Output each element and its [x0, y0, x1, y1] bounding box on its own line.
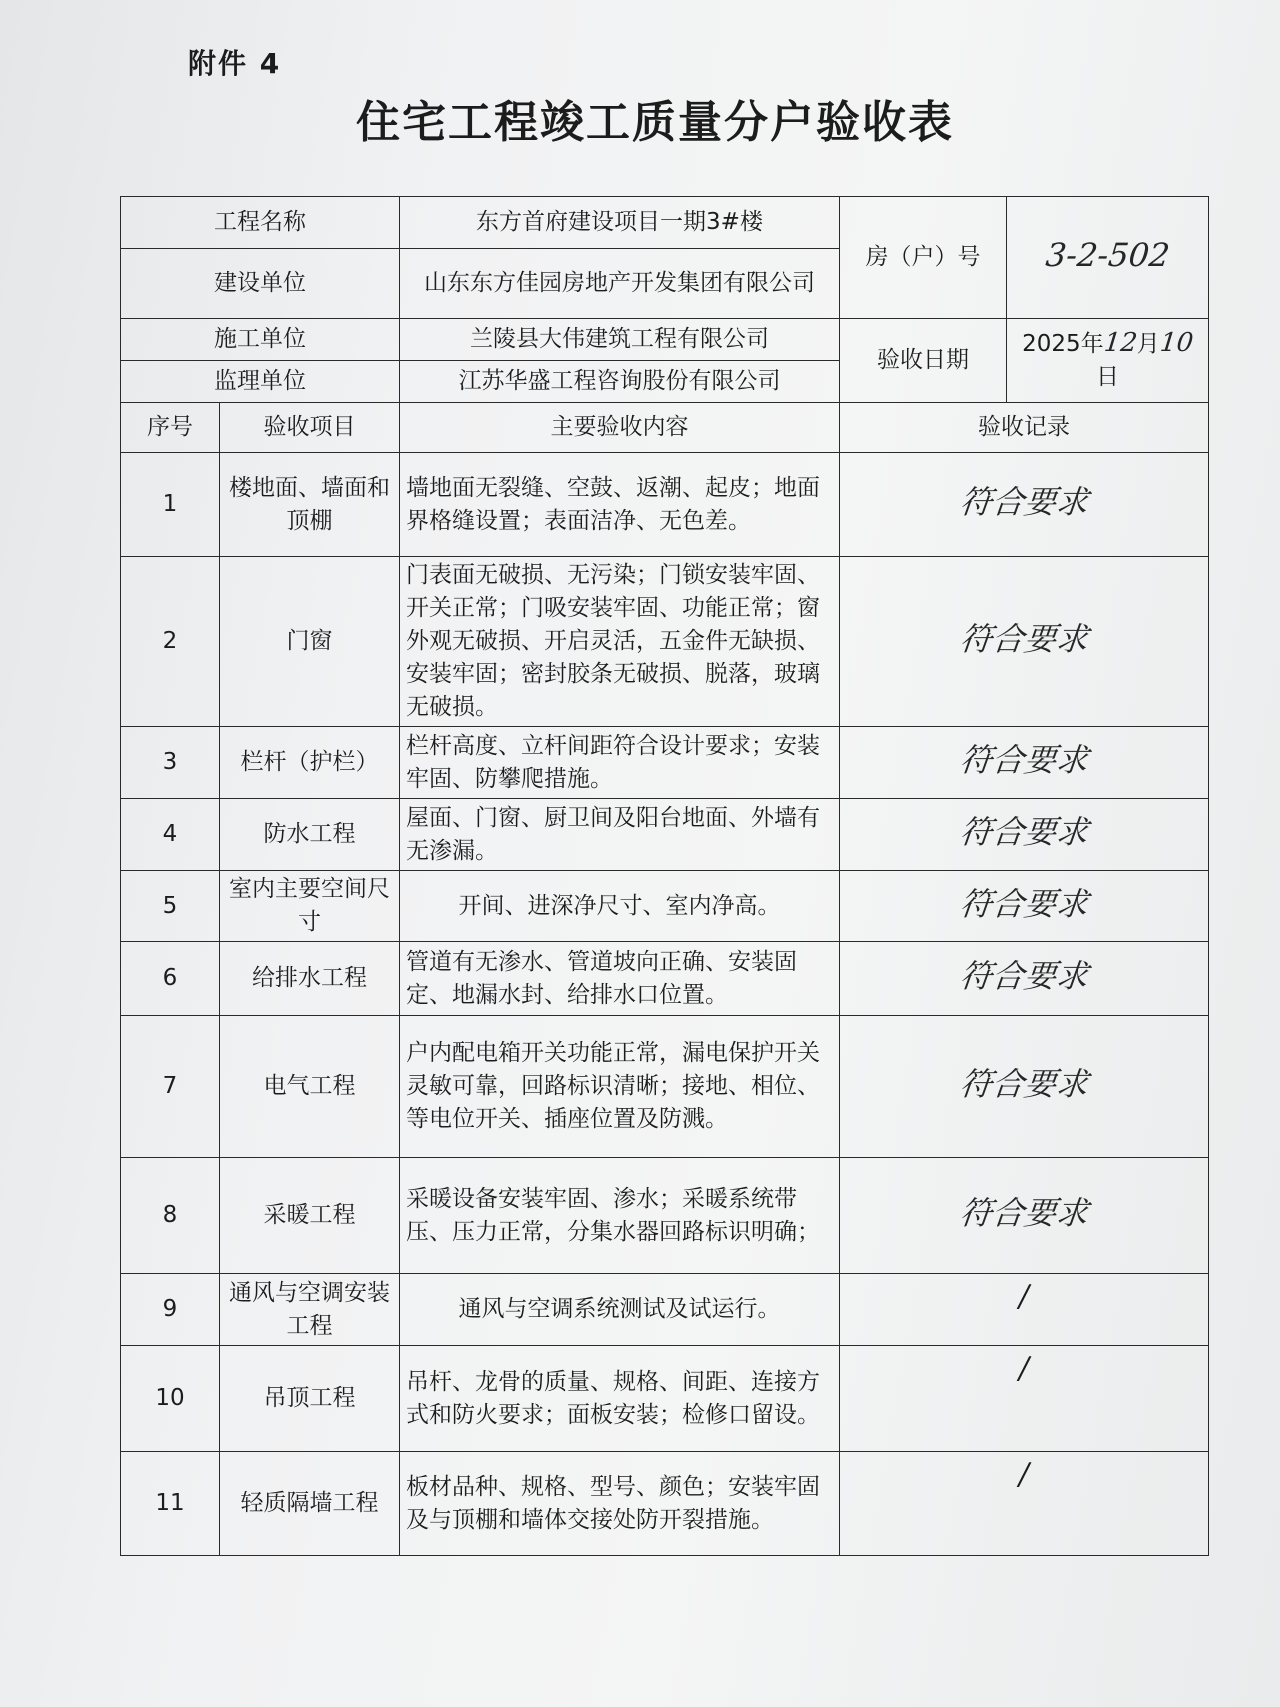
row-record	[840, 1346, 1209, 1452]
table-row	[121, 727, 1209, 799]
row-record	[840, 1274, 1209, 1346]
row-content: 采暖设备安装牢固、渗水；采暖系统带压、压力正常，分集水器回路标识明确；	[400, 1158, 840, 1274]
date-label: 验收日期	[840, 319, 1007, 403]
row-record	[840, 727, 1209, 799]
supervisor-label: 监理单位	[121, 361, 400, 403]
acceptance-table	[120, 196, 1209, 1556]
header-row-contractor	[121, 319, 1209, 361]
record-slash: /	[1018, 1457, 1030, 1492]
row-content: 门表面无破损、无污染；门锁安装牢固、开关正常；门吸安装牢固、功能正常；窗外观无破损、开启灵活，五金件无缺损、 安装牢固；密封胶条无破损、脱落，玻璃无破损。	[400, 557, 840, 727]
row-record	[840, 1158, 1209, 1274]
row-no: 3	[121, 727, 220, 799]
record-signature: 符合要求	[958, 1194, 1091, 1232]
col-content: 主要验收内容	[400, 403, 840, 453]
row-item: 采暖工程	[220, 1158, 400, 1274]
row-item: 吊顶工程	[220, 1346, 400, 1452]
table-row	[121, 453, 1209, 557]
col-item: 验收项目	[220, 403, 400, 453]
record-signature: 符合要求	[958, 741, 1091, 779]
row-no: 11	[121, 1452, 220, 1556]
row-no: 2	[121, 557, 220, 727]
record-slash: /	[1018, 1279, 1030, 1314]
row-no: 5	[121, 871, 220, 942]
unit-no-value	[1007, 197, 1209, 319]
record-signature: 符合要求	[958, 620, 1091, 658]
row-no: 4	[121, 799, 220, 871]
table-row	[121, 871, 1209, 942]
project-name-value: 东方首府建设项目一期3#楼	[400, 197, 840, 249]
unit-no-label: 房（户）号	[840, 197, 1007, 319]
row-record	[840, 799, 1209, 871]
date-month: 12	[1102, 328, 1139, 358]
row-no: 10	[121, 1346, 220, 1452]
builder-label: 建设单位	[121, 249, 400, 319]
record-signature: 符合要求	[958, 884, 1091, 923]
row-item: 轻质隔墙工程	[220, 1452, 400, 1556]
supervisor-value: 江苏华盛工程咨询股份有限公司	[400, 361, 840, 403]
row-item: 室内主要空间尺寸	[220, 871, 400, 942]
row-content: 管道有无渗水、管道坡向正确、安装固定、地漏水封、给排水口位置。	[400, 942, 840, 1016]
row-item: 防水工程	[220, 799, 400, 871]
row-no: 1	[121, 453, 220, 557]
table-row	[121, 1016, 1209, 1158]
row-record	[840, 942, 1209, 1016]
row-record	[840, 1016, 1209, 1158]
row-content: 开间、进深净尺寸、室内净高。	[400, 871, 840, 942]
row-content: 栏杆高度、立杆间距符合设计要求；安装牢固、防攀爬措施。	[400, 727, 840, 799]
row-no: 7	[121, 1016, 220, 1158]
row-content: 板材品种、规格、型号、颜色；安装牢固及与顶棚和墙体交接处防开裂措施。	[400, 1452, 840, 1556]
row-no: 9	[121, 1274, 220, 1346]
column-header-row	[121, 403, 1209, 453]
row-item: 给排水工程	[220, 942, 400, 1016]
col-no: 序号	[121, 403, 220, 453]
header-row-project	[121, 197, 1209, 249]
attachment-label: 附件 4	[188, 47, 282, 80]
record-signature: 符合要求	[958, 1065, 1091, 1103]
row-item: 门窗	[220, 557, 400, 727]
unit-no-handwritten: 3-2-502	[1043, 236, 1172, 274]
table-row	[121, 1346, 1209, 1452]
date-year: 2025年	[1022, 331, 1104, 357]
contractor-value: 兰陵县大伟建筑工程有限公司	[400, 319, 840, 361]
row-item: 电气工程	[220, 1016, 400, 1158]
project-name-label: 工程名称	[121, 197, 400, 249]
contractor-label: 施工单位	[121, 319, 400, 361]
row-record	[840, 871, 1209, 942]
record-signature: 符合要求	[958, 957, 1091, 995]
form-title: 住宅工程竣工质量分户验收表	[356, 97, 954, 148]
row-content: 吊杆、龙骨的质量、规格、间距、连接方式和防火要求；面板安装；检修口留设。	[400, 1346, 840, 1452]
row-item: 楼地面、墙面和顶棚	[220, 453, 400, 557]
record-signature: 符合要求	[958, 813, 1091, 851]
row-no: 8	[121, 1158, 220, 1274]
row-item: 栏杆（护栏）	[220, 727, 400, 799]
date-value	[1007, 319, 1209, 403]
table-row	[121, 942, 1209, 1016]
date-day: 10	[1158, 328, 1195, 358]
date-day-unit: 日	[1096, 364, 1119, 390]
row-content: 通风与空调系统测试及试运行。	[400, 1274, 840, 1346]
table-row	[121, 1452, 1209, 1556]
table-row	[121, 557, 1209, 727]
row-item: 通风与空调安装工程	[220, 1274, 400, 1346]
builder-value: 山东东方佳园房地产开发集团有限公司	[400, 249, 840, 319]
row-record	[840, 453, 1209, 557]
record-signature: 符合要求	[958, 483, 1091, 521]
row-no: 6	[121, 942, 220, 1016]
record-slash: /	[1018, 1351, 1030, 1386]
row-content: 户内配电箱开关功能正常，漏电保护开关灵敏可靠，回路标识清晰；接地、相位、等电位开关、插座位置及防溅。	[400, 1016, 840, 1158]
table-row	[121, 1274, 1209, 1346]
row-content: 屋面、门窗、厨卫间及阳台地面、外墙有无渗漏。	[400, 799, 840, 871]
date-month-unit: 月	[1136, 331, 1160, 357]
row-record	[840, 557, 1209, 727]
table-row	[121, 1158, 1209, 1274]
row-content: 墙地面无裂缝、空鼓、返潮、起皮；地面界格缝设置；表面洁净、无色差。	[400, 453, 840, 557]
table-row	[121, 799, 1209, 871]
col-record: 验收记录	[840, 403, 1209, 453]
row-record	[840, 1452, 1209, 1556]
